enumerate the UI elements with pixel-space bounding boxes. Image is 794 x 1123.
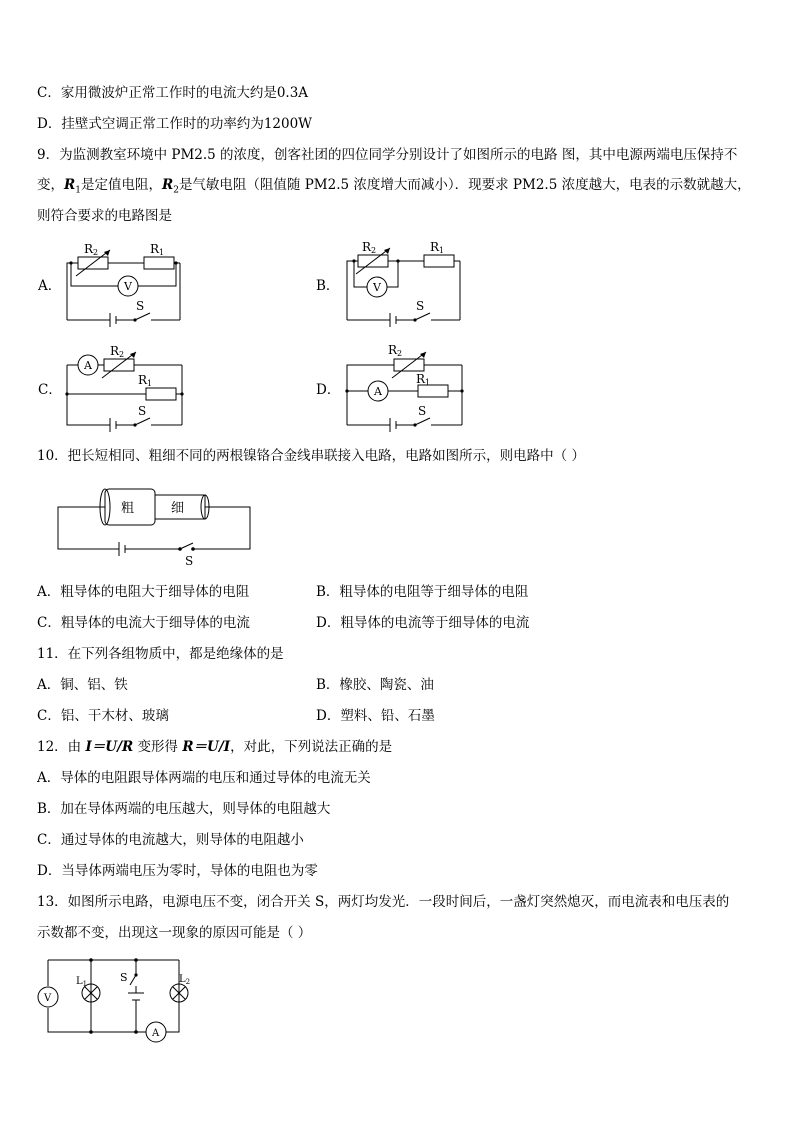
label-switch: S bbox=[138, 404, 147, 418]
label-l2: $L_2$ bbox=[179, 974, 191, 986]
label-r1: R1 bbox=[416, 372, 431, 387]
label-r1: R1 bbox=[430, 240, 445, 255]
q11-option-c: C．铝、干木材、玻璃 bbox=[37, 708, 169, 724]
voltmeter-symbol: V bbox=[124, 280, 132, 293]
label-switch: S bbox=[136, 299, 145, 313]
q9-stem-line1: 9．为监测教室环境中 PM2.5 的浓度，创客社团的四位同学分别设计了如图所示的电路 图，其中电源两端电压保持不 bbox=[37, 147, 738, 163]
label-switch: S bbox=[416, 299, 425, 313]
label-r2: R2 bbox=[362, 240, 377, 255]
label-r1: R1 bbox=[150, 242, 165, 257]
label-switch: S bbox=[185, 554, 194, 568]
q9-circuit-b bbox=[340, 240, 470, 330]
q12-stem: 12．由 I＝U/R 变形得 R＝U/I，对此，下列说法正确的是 bbox=[37, 739, 393, 755]
q11-option-d: D．塑料、铅、石墨 bbox=[316, 708, 435, 724]
voltmeter-symbol: V bbox=[44, 993, 52, 1004]
q9-label-c: C． bbox=[38, 382, 62, 398]
q11-option-a: A．铜、铝、铁 bbox=[37, 677, 128, 693]
q12-option-a: A．导体的电阻跟导体两端的电压和通过导体的电流无关 bbox=[37, 770, 371, 786]
q9-label-b: B． bbox=[316, 278, 340, 294]
q10-option-c: C．粗导体的电流大于细导体的电流 bbox=[37, 615, 250, 631]
q11-stem: 11．在下列各组物质中，都是绝缘体的是 bbox=[37, 646, 284, 662]
q8-option-c: C．家用微波炉正常工作时的电流大约是0.3A bbox=[37, 85, 309, 101]
label-thick-wire: 粗 bbox=[121, 501, 135, 516]
q13-circuit bbox=[36, 953, 196, 1048]
label-l1: $L_1$ bbox=[76, 976, 88, 988]
q9-circuit-d bbox=[340, 343, 470, 433]
q10-option-d: D．粗导体的电流等于细导体的电流 bbox=[316, 615, 530, 631]
q9-circuit-c bbox=[60, 343, 190, 433]
voltmeter-symbol: V bbox=[373, 281, 381, 294]
q8-option-d: D．挂壁式空调正常工作时的功率约为1200W bbox=[37, 116, 313, 132]
label-r2: R2 bbox=[388, 343, 403, 358]
q13-stem-line1: 13．如图所示电路，电源电压不变，闭合开关 S，两灯均发光．一段时间后，一盏灯突然熄灭，而电流表和电压表的 bbox=[37, 894, 730, 910]
label-thin-wire: 细 bbox=[171, 501, 185, 516]
q10-stem: 10．把长短相同、粗细不同的两根镍铬合金线串联接入电路，电路如图所示，则电路中（ ） bbox=[37, 448, 585, 464]
q10-option-b: B．粗导体的电阻等于细导体的电阻 bbox=[316, 584, 529, 600]
label-switch: S bbox=[120, 971, 128, 984]
label-switch: S bbox=[418, 404, 427, 418]
label-r1: R1 bbox=[138, 373, 153, 388]
q9-label-a: A． bbox=[38, 278, 62, 294]
ammeter-symbol: A bbox=[84, 359, 92, 372]
ammeter-symbol: A bbox=[152, 1028, 160, 1039]
q12-option-c: C．通过导体的电流越大，则导体的电阻越小 bbox=[37, 832, 304, 848]
q10-option-a: A．粗导体的电阻大于细导体的电阻 bbox=[37, 584, 250, 600]
ammeter-symbol: A bbox=[374, 385, 382, 398]
q12-option-d: D．当导体两端电压为零时，导体的电阻也为零 bbox=[37, 863, 318, 879]
q13-stem-line2: 示数都不变，出现这一现象的原因可能是（ ） bbox=[37, 925, 312, 941]
q12-option-b: B．加在导体两端的电压越大，则导体的电阻越大 bbox=[37, 801, 331, 817]
label-r2: R2 bbox=[110, 344, 125, 359]
label-r2: R2 bbox=[84, 242, 99, 257]
q9-circuit-a bbox=[60, 240, 190, 330]
q11-option-b: B．橡胶、陶瓷、油 bbox=[316, 677, 434, 693]
q10-circuit bbox=[55, 487, 255, 567]
q9-stem-line2: 变，$R_1$是定值电阻，$R_2$是气敏电阻（阻值随 PM2.5 浓度增大而减小）．现要求 PM2.5 浓度越大，电表的示数就越大， bbox=[37, 177, 751, 196]
q9-label-d: D． bbox=[316, 382, 341, 398]
q9-stem-line3: 则符合要求的电路图是 bbox=[37, 208, 172, 224]
